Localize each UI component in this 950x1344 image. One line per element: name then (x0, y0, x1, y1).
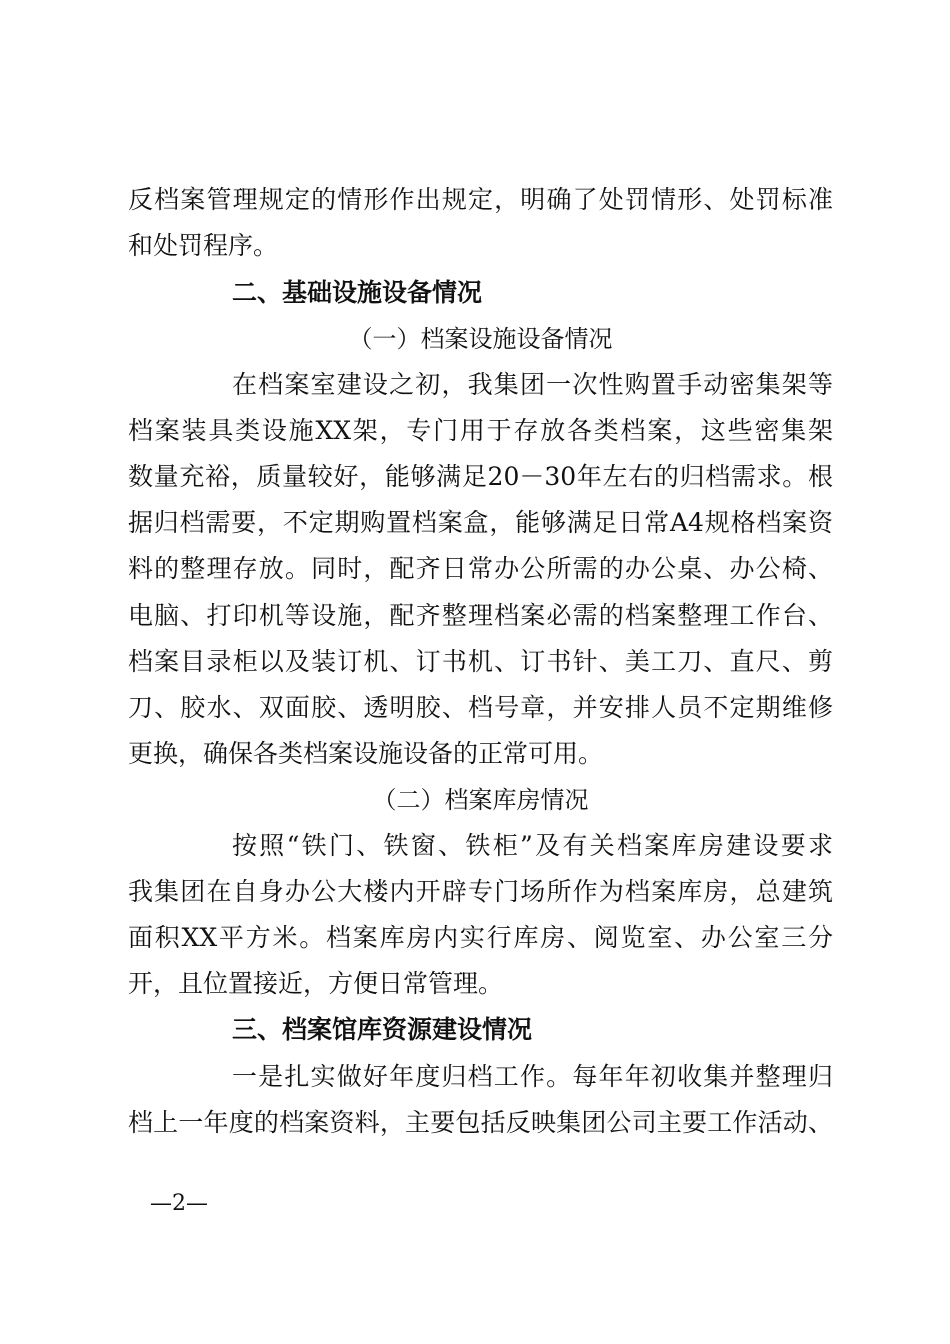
paragraph-line: 档案装具类设施XX架，专门用于存放各类档案，这些密集架 (128, 416, 833, 445)
subsection-heading: （二）档案库房情况 (372, 786, 589, 814)
subsection-heading: （一）档案设施设备情况 (348, 325, 613, 353)
paragraph-line: 面积XX平方米。档案库房内实行库房、阅览室、办公室三分 (128, 923, 833, 952)
paragraph-line: 料的整理存放。同时，配齐日常办公所需的办公桌、办公椅、 (128, 554, 833, 583)
paragraph-line: 电脑、打印机等设施，配齐整理档案必需的档案整理工作台、 (128, 601, 833, 630)
section-heading: 三、档案馆库资源建设情况 (232, 1015, 533, 1044)
paragraph-line: 档上一年度的档案资料，主要包括反映集团公司主要工作活动、 (128, 1108, 833, 1137)
paragraph-line: 据归档需要，不定期购置档案盒，能够满足日常A4规格档案资 (128, 508, 833, 537)
paragraph-line: 和处罚程序。 (128, 231, 279, 260)
paragraph-line: 数量充裕，质量较好，能够满足20－30年左右的归档需求。根 (128, 462, 833, 491)
paragraph-line: 更换，确保各类档案设施设备的正常可用。 (128, 739, 604, 768)
paragraph-line: 我集团在自身办公大楼内开辟专门场所作为档案库房，总建筑 (128, 877, 833, 906)
page-number: —2— (150, 1191, 208, 1216)
paragraph-line: 一是扎实做好年度归档工作。每年年初收集并整理归 (232, 1062, 833, 1091)
paragraph-line: 反档案管理规定的情形作出规定，明确了处罚情形、处罚标准 (128, 185, 833, 214)
paragraph-line: 按照“铁门、铁窗、铁柜”及有关档案库房建设要求 (232, 831, 833, 860)
section-heading: 二、基础设施设备情况 (232, 278, 483, 307)
paragraph-line: 在档案室建设之初，我集团一次性购置手动密集架等 (232, 370, 833, 399)
paragraph-line: 刀、胶水、双面胶、透明胶、档号章，并安排人员不定期维修 (128, 693, 833, 722)
paragraph-line: 开，且位置接近，方便日常管理。 (128, 969, 504, 998)
paragraph-line: 档案目录柜以及装订机、订书机、订书针、美工刀、直尺、剪 (128, 647, 833, 676)
